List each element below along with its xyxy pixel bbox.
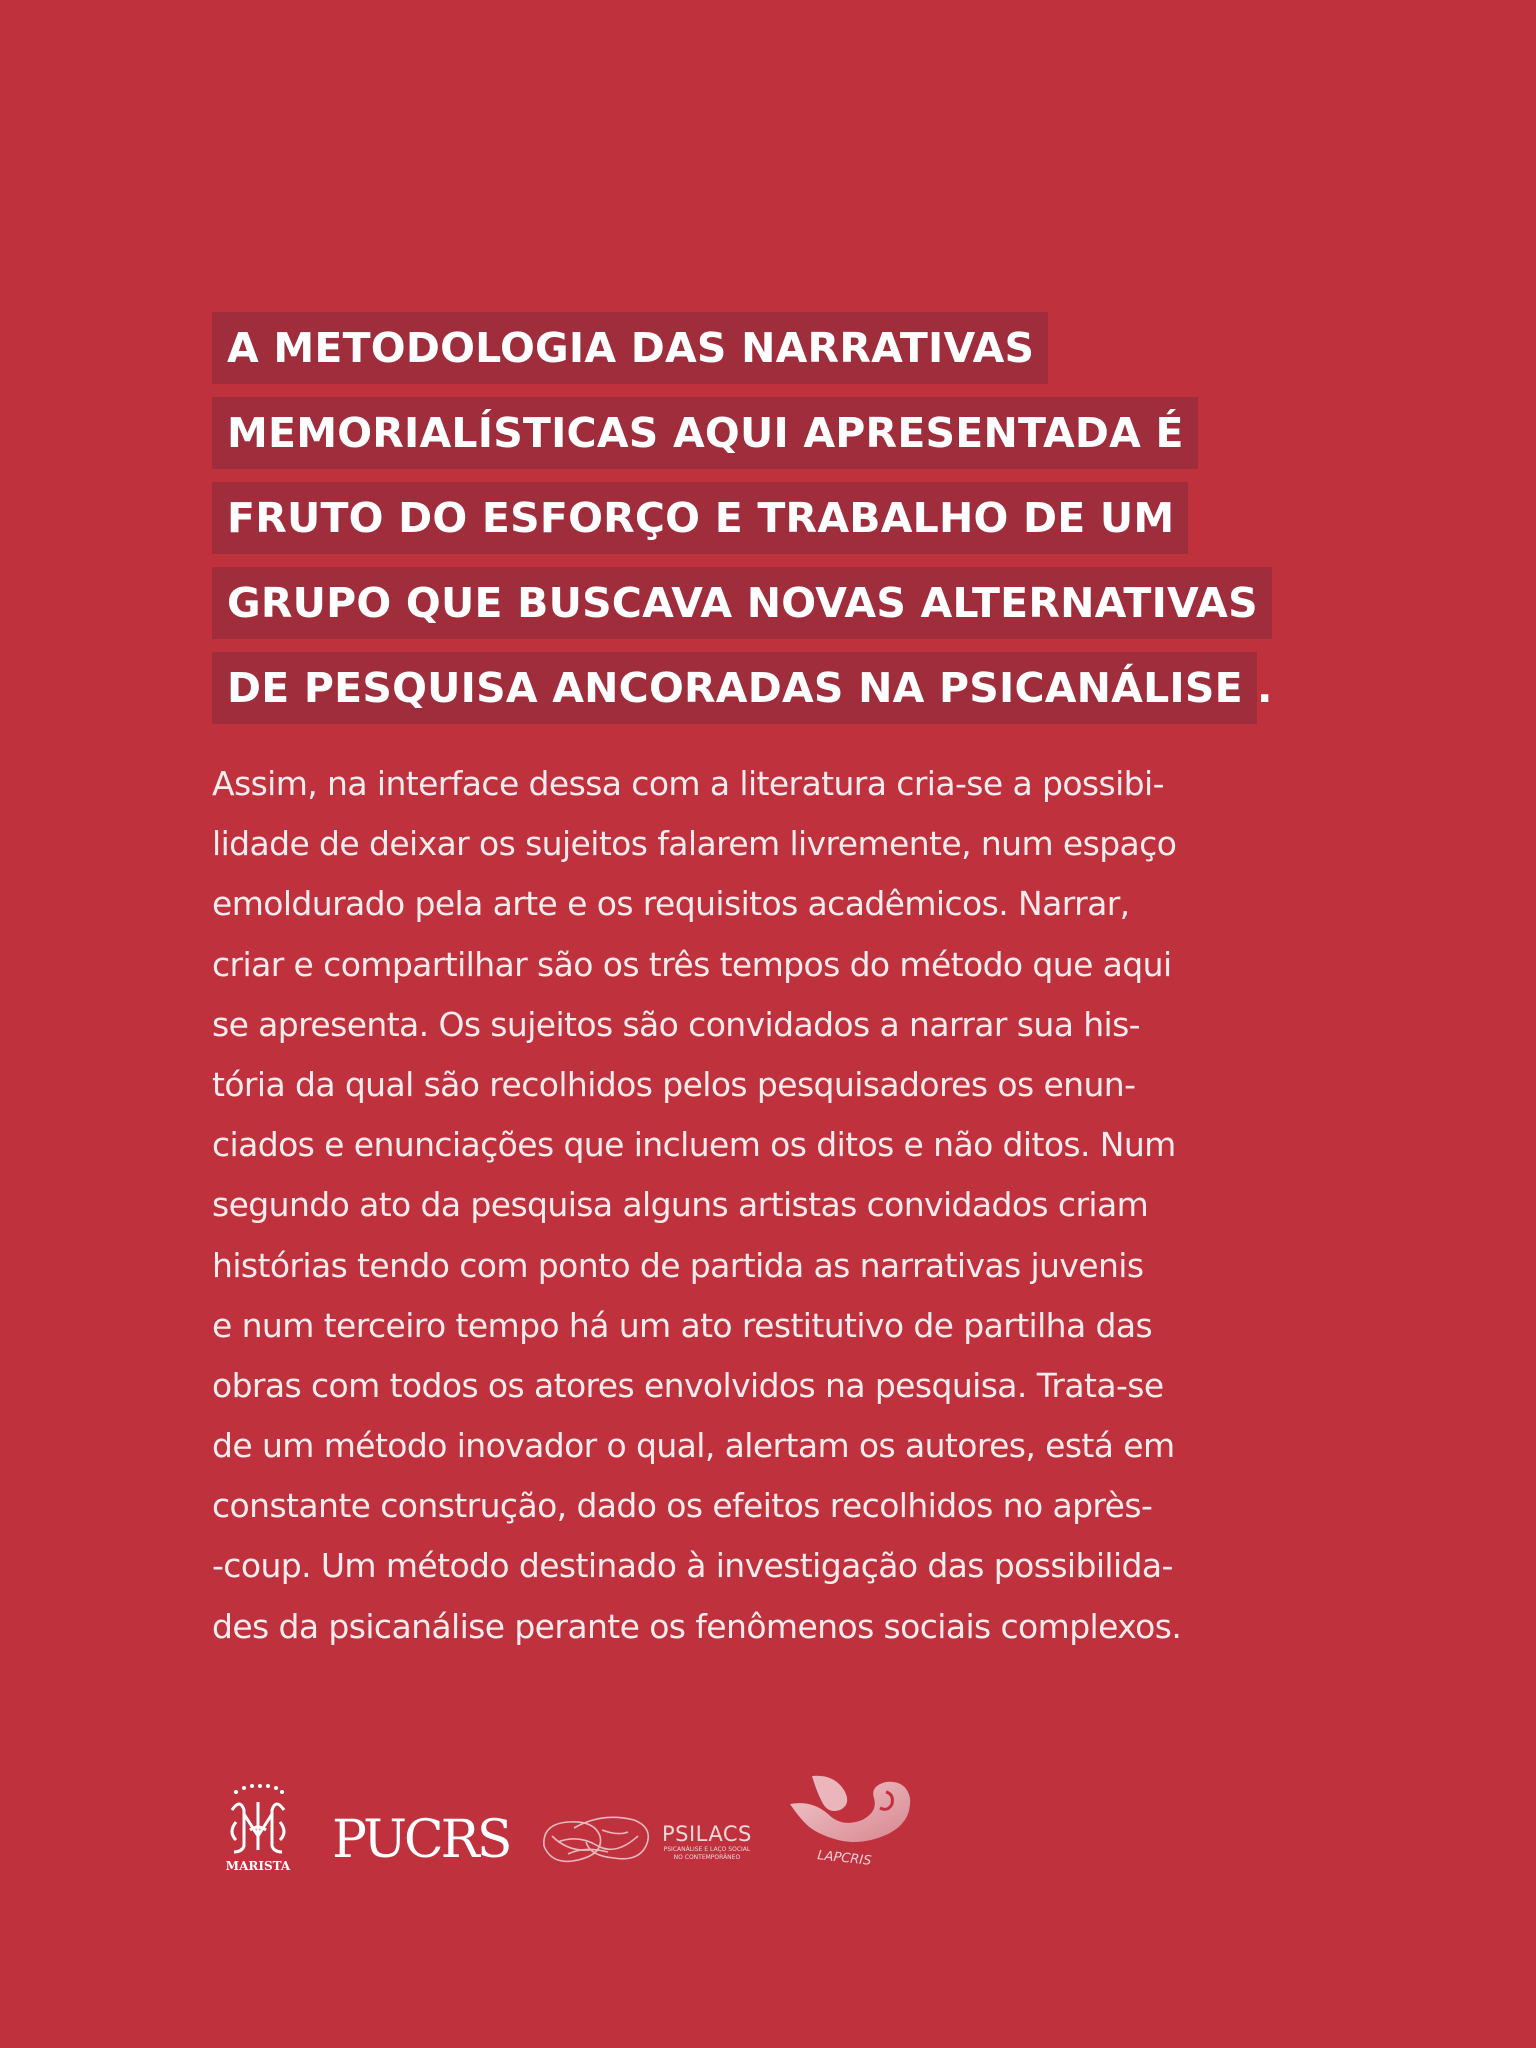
headline-line-text: FRUTO DO ESFORÇO E TRABALHO DE UM (212, 482, 1188, 554)
lapcris-swirl-icon (782, 1770, 912, 1870)
body-line: se apresenta. Os sujeitos são convidados a narrar sua his- (212, 1004, 1140, 1044)
headline-line-text: GRUPO QUE BUSCAVA NOVAS ALTERNATIVAS (212, 567, 1272, 639)
body-line: segundo ato da pesquisa alguns artistas convidados criam (212, 1185, 1149, 1225)
body-line: obras com todos os atores envolvidos na pesquisa. Trata-se (212, 1365, 1164, 1405)
body-line: histórias tendo com ponto de partida as narrativas juvenis (212, 1245, 1144, 1285)
lapcris-wordmark: LAPCRIS (816, 1848, 873, 1869)
headline-line-text: MEMORIALÍSTICAS AQUI APRESENTADA É (212, 397, 1198, 469)
body-line: tória da qual são recolhidos pelos pesquisadores os enun- (212, 1064, 1136, 1104)
body-line: constante construção, dado os efeitos recolhidos no après- (212, 1486, 1153, 1526)
marista-logo (222, 1780, 294, 1876)
psilacs-subtitle: NO CONTEMPORÂNEO (673, 1854, 741, 1861)
psilacs-name: PSILACS (662, 1822, 752, 1846)
headline-period: . (1256, 664, 1273, 712)
body-line: e num terceiro tempo há um ato restitutivo de partilha das (212, 1305, 1153, 1345)
headline-line (212, 482, 1332, 554)
headline-line (212, 652, 1332, 724)
logo-row (222, 1770, 942, 1880)
body-line: emoldurado pela arte e os requisitos acadêmicos. Narrar, (212, 884, 1130, 924)
body-line: ciados e enunciações que incluem os ditos e não ditos. Num (212, 1125, 1176, 1165)
psilacs-wordmark (662, 1822, 752, 1862)
headline-line (212, 397, 1332, 469)
body-line: de um método inovador o qual, alertam os autores, está em (212, 1426, 1175, 1466)
pucrs-logo: PUCRS (332, 1810, 510, 1870)
body-line: lidade de deixar os sujeitos falarem livremente, num espaço (212, 824, 1177, 864)
psilacs-subtitle: PSICANÁLISE E LAÇO SOCIAL (663, 1846, 751, 1853)
body-paragraph (212, 754, 1352, 1657)
marista-wordmark: MARISTA (225, 1859, 291, 1873)
body-line: -coup. Um método destinado à investigação das possibilida- (212, 1546, 1173, 1586)
headline-line-text: DE PESQUISA ANCORADAS NA PSICANÁLISE (212, 652, 1257, 724)
headline (212, 312, 1332, 737)
body-line: des da psicanálise perante os fenômenos sociais complexos. (212, 1606, 1182, 1646)
headline-line-text: A METODOLOGIA DAS NARRATIVAS (212, 312, 1048, 384)
psilacs-knot-icon (538, 1806, 656, 1870)
headline-line (212, 567, 1332, 639)
marista-emblem-icon (222, 1780, 294, 1876)
body-line: criar e compartilhar são os três tempos do método que aqui (212, 944, 1172, 984)
headline-line (212, 312, 1332, 384)
body-line: Assim, na interface dessa com a literatura cria-se a possibi- (212, 764, 1164, 803)
lapcris-logo (782, 1770, 912, 1870)
